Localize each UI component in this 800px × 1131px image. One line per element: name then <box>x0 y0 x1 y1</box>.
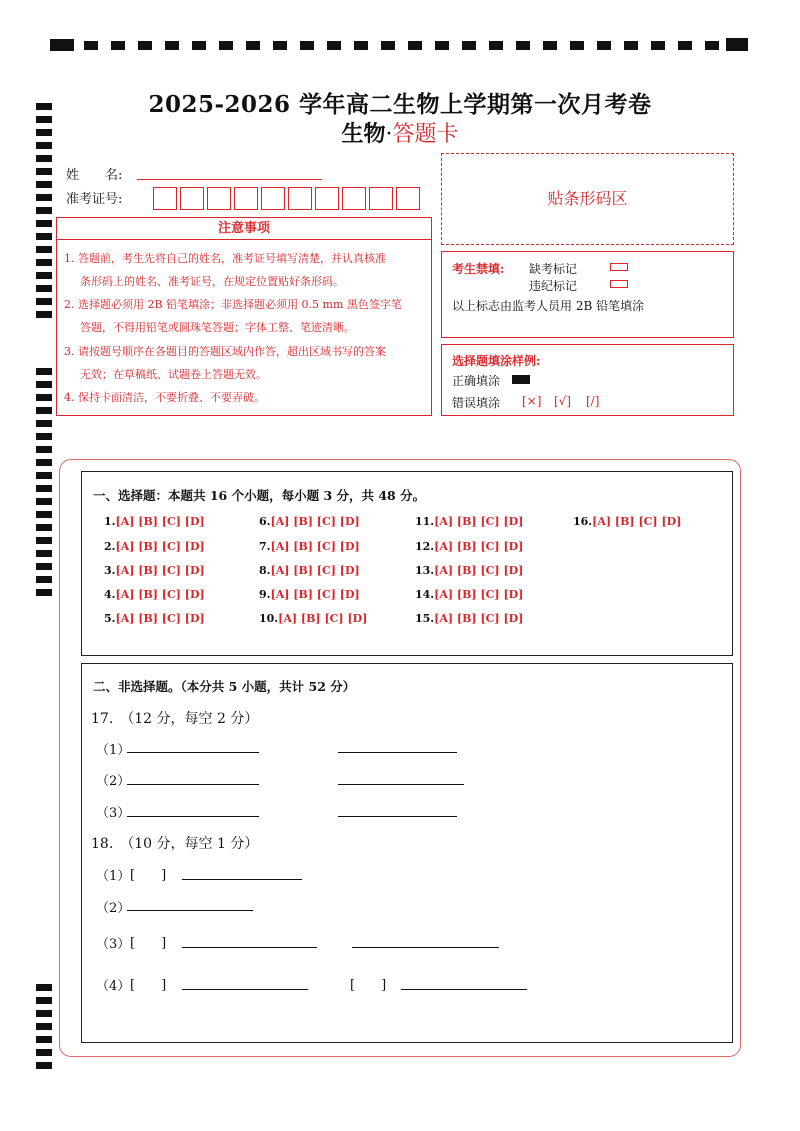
q17-answer-line[interactable] <box>338 784 464 785</box>
subtitle-dot: · <box>385 122 393 147</box>
barcode-label: 贴条形码区 <box>547 189 628 208</box>
question-number: 2. <box>104 540 116 553</box>
q18-part-label: （2） <box>96 901 131 916</box>
id-cell[interactable] <box>369 187 393 210</box>
q18-bracket[interactable]: [ ] <box>130 868 167 883</box>
mc-question-16[interactable] <box>573 515 681 528</box>
q17-answer-line[interactable] <box>338 752 457 753</box>
mc-question-13[interactable] <box>415 564 523 577</box>
notice-line: 3. 请按题号顺序在各题目的答题区域内作答，超出区域书写的答案 <box>64 345 386 358</box>
question-number: 10. <box>259 612 279 625</box>
exam-marks-label: 考生禁填: <box>452 262 505 276</box>
q18-answer-line[interactable] <box>182 989 308 990</box>
q17-answer-line[interactable] <box>338 816 457 817</box>
id-cell[interactable] <box>153 187 177 210</box>
wrong-fill-sample: [√] <box>554 394 572 408</box>
mc-question-15[interactable] <box>415 612 523 625</box>
question-number: 11. <box>415 515 435 528</box>
id-cell[interactable] <box>180 187 204 210</box>
answer-options[interactable]: [A] [B] [C] [D] <box>115 515 205 528</box>
mc-question-8[interactable] <box>259 564 360 577</box>
exam-id-label: 准考证号: <box>66 192 123 207</box>
answer-options[interactable]: [A] [B] [C] [D] <box>434 540 524 553</box>
q18-bracket[interactable]: [ ] <box>130 978 167 993</box>
mc-question-4[interactable] <box>104 588 205 601</box>
name-label: 姓 名: <box>66 168 123 183</box>
mc-question-10[interactable] <box>259 612 367 625</box>
question-number: 5. <box>104 612 116 625</box>
answer-options[interactable]: [A] [B] [C] [D] <box>270 515 360 528</box>
wrong-fill-sample: [×] <box>522 394 542 408</box>
card-type-label: 答题卡 <box>392 122 459 147</box>
answer-options[interactable]: [A] [B] [C] [D] <box>434 612 524 625</box>
correct-fill-sample <box>512 375 530 384</box>
notice-line: 答题，不得用铅笔或圆珠笔答题；字体工整、笔迹清晰。 <box>80 321 355 334</box>
q18-answer-line[interactable] <box>182 879 302 880</box>
question-number: 16. <box>573 515 593 528</box>
q18-bracket[interactable]: [ ] <box>130 936 167 951</box>
page-subtitle <box>0 117 800 148</box>
violation-mark-box[interactable] <box>610 280 628 288</box>
answer-options[interactable]: [A] [B] [C] [D] <box>434 588 524 601</box>
page-title: 2025-2026 学年高二生物上学期第一次月考卷 <box>148 91 652 118</box>
mc-question-14[interactable] <box>415 588 523 601</box>
q18-answer-line[interactable] <box>182 947 317 948</box>
question-number: 12. <box>415 540 435 553</box>
mc-question-3[interactable] <box>104 564 205 577</box>
q17-answer-line[interactable] <box>127 752 259 753</box>
exam-marks-note: 以上标志由监考人员用 2B 铅笔填涂 <box>452 299 645 313</box>
question-number: 14. <box>415 588 435 601</box>
notice-line: 2. 选择题必须用 2B 铅笔填涂；非选择题必须用 0.5 mm 黑色签字笔 <box>64 298 402 311</box>
q17-header: 17. （12 分，每空 2 分） <box>91 711 259 727</box>
question-number: 4. <box>104 588 116 601</box>
answer-options[interactable]: [A] [B] [C] [D] <box>592 515 682 528</box>
mc-question-1[interactable] <box>104 515 205 528</box>
q17-answer-line[interactable] <box>127 816 259 817</box>
id-cell[interactable] <box>315 187 339 210</box>
fill-example-title: 选择题填涂样例: <box>452 354 541 368</box>
mc-question-9[interactable] <box>259 588 360 601</box>
mc-question-2[interactable] <box>104 540 205 553</box>
q18-bracket[interactable]: [ ] <box>350 978 387 993</box>
answer-options[interactable]: [A] [B] [C] [D] <box>270 588 360 601</box>
subject-label: 生物 <box>341 121 386 147</box>
q17-part-label: （1） <box>96 743 131 758</box>
notice-title: 注意事项 <box>56 217 432 240</box>
wrong-fill-sample: [/] <box>586 394 600 408</box>
answer-options[interactable]: [A] [B] [C] [D] <box>115 588 205 601</box>
mc-question-7[interactable] <box>259 540 360 553</box>
answer-options[interactable]: [A] [B] [C] [D] <box>115 540 205 553</box>
mc-question-12[interactable] <box>415 540 523 553</box>
notice-line: 条形码上的姓名、准考证号，在规定位置贴好条形码。 <box>80 275 344 288</box>
answer-options[interactable]: [A] [B] [C] [D] <box>115 564 205 577</box>
question-number: 7. <box>259 540 271 553</box>
question-number: 6. <box>259 515 271 528</box>
answer-options[interactable]: [A] [B] [C] [D] <box>115 612 205 625</box>
id-cell[interactable] <box>261 187 285 210</box>
answer-options[interactable]: [A] [B] [C] [D] <box>434 515 524 528</box>
q17-answer-line[interactable] <box>127 784 259 785</box>
notice-line: 无效；在草稿纸、试题卷上答题无效。 <box>80 368 267 381</box>
correct-fill-label: 正确填涂 <box>452 374 501 388</box>
name-input-line[interactable] <box>137 179 322 180</box>
notice-line: 1. 答题前，考生先将自己的姓名，准考证号填写清楚，并认真核准 <box>64 252 386 265</box>
q17-part-label: （3） <box>96 806 131 821</box>
question-number: 13. <box>415 564 435 577</box>
q18-header: 18. （10 分，每空 1 分） <box>91 836 259 852</box>
q18-answer-line[interactable] <box>127 910 253 911</box>
q18-answer-line[interactable] <box>352 947 499 948</box>
notice-line: 4. 保持卡面清洁，不要折叠、不要弄破。 <box>64 391 265 404</box>
q18-answer-line[interactable] <box>401 989 527 990</box>
id-cell[interactable] <box>342 187 366 210</box>
id-cell[interactable] <box>288 187 312 210</box>
absent-mark-label: 缺考标记 <box>529 262 578 276</box>
violation-mark-label: 违纪标记 <box>529 279 578 293</box>
question-number: 15. <box>415 612 435 625</box>
mc-question-5[interactable] <box>104 612 205 625</box>
id-cell[interactable] <box>396 187 420 210</box>
mc-question-6[interactable] <box>259 515 360 528</box>
absent-mark-box[interactable] <box>610 263 628 271</box>
answer-options[interactable]: [A] [B] [C] [D] <box>434 564 524 577</box>
question-number: 8. <box>259 564 271 577</box>
question-number: 1. <box>104 515 116 528</box>
q18-part-label: （3） <box>96 937 131 952</box>
question-number: 9. <box>259 588 271 601</box>
q18-part-label: （1） <box>96 869 131 884</box>
answer-options[interactable]: [A] [B] [C] [D] <box>270 564 360 577</box>
id-cell[interactable] <box>207 187 231 210</box>
section2-title: 二、非选择题。（本分共 5 小题，共计 52 分） <box>93 679 356 694</box>
section1-title: 一、选择题：本题共 16 个小题，每小题 3 分，共 48 分。 <box>93 488 426 503</box>
q17-part-label: （2） <box>96 774 131 789</box>
q18-part-label: （4） <box>96 979 131 994</box>
barcode-area <box>441 153 734 245</box>
answer-options[interactable]: [A] [B] [C] [D] <box>278 612 368 625</box>
wrong-fill-label: 错误填涂 <box>452 396 501 410</box>
mc-question-11[interactable] <box>415 515 523 528</box>
id-cell[interactable] <box>234 187 258 210</box>
answer-options[interactable]: [A] [B] [C] [D] <box>270 540 360 553</box>
question-number: 3. <box>104 564 116 577</box>
